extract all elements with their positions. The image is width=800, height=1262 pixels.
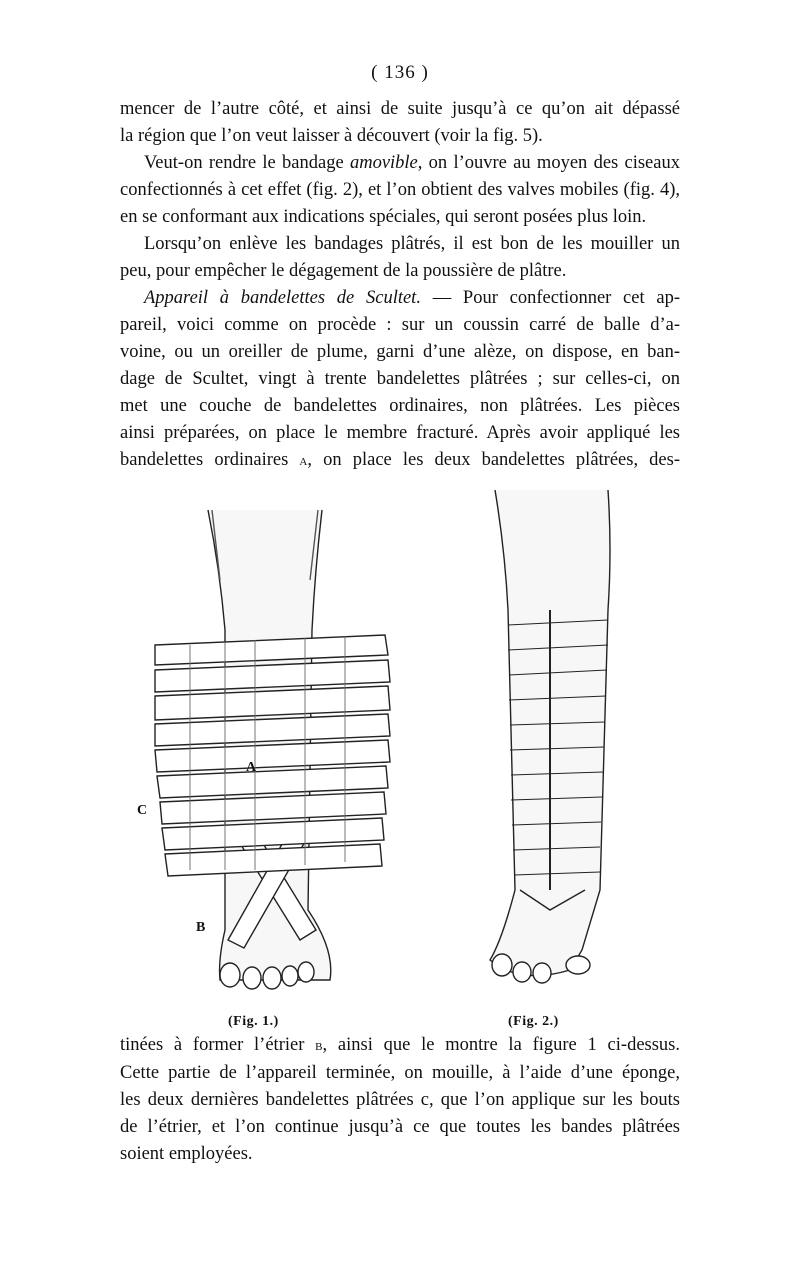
bandage-illustration [130,470,690,1030]
paragraph-5 [120,1032,680,1168]
text-line: confectionnés à cet effet (fig. 2), et l’on obtient des valves mobiles (fig. 4), [120,180,680,200]
italic-term: amovible [349,153,418,173]
fig2-leg-drawing [490,490,610,983]
section-heading: Appareil à bandelettes de Scultet. [144,288,421,308]
figures-illustration [130,470,690,1030]
text-line: ainsi préparées, on place le membre fracturé. Après avoir appliqué les [120,423,680,443]
letter-ref: b [315,1038,323,1054]
text-line: voine, ou un oreiller de plume, garni d’une alèze, on dispose, en ban- [120,342,680,362]
fig1-leg-drawing [155,510,390,989]
text-line: soient employées. [120,1144,253,1164]
paragraph-1 [120,96,680,150]
text-line: peu, pour empêcher le dégagement de la poussière de plâtre. [120,261,567,281]
text-line: de l’étrier, et l’on continue jusqu’à ce que toutes les bandes plâtrées [120,1117,680,1137]
fig2-caption: (Fig. 2.) [508,1014,559,1029]
text-line: tinées à former l’étrier b, ainsi que le montre la figure 1 ci-dessus. [120,1035,680,1055]
paragraph-2 [120,150,680,231]
text-line: Appareil à bandelettes de Scultet. — Pour confectionner cet ap- [144,288,680,308]
text-line: bandelettes ordinaires a, on place les deux bandelettes plâtrées, des- [120,450,681,470]
label-a: A [246,760,257,775]
text-line: Veut-on rendre le bandage amovible, on l’ouvre au moyen des ciseaux [144,153,680,173]
text-line: dage de Scultet, vingt à trente bandelettes plâtrées ; sur celles-ci, on [120,369,680,389]
label-c: C [137,803,148,818]
fig1-caption: (Fig. 1.) [228,1014,279,1029]
text-line: la région que l’on veut laisser à découvert (voir la fig. 5). [120,126,543,146]
paragraph-4 [120,285,680,475]
text-line: pareil, voici comme on procède : sur un coussin carré de balle d’a- [120,315,680,335]
letter-ref: a [299,453,308,469]
text-line: mencer de l’autre côté, et ainsi de suite jusqu’à ce qu’on ait dépassé [120,99,680,119]
text-line: les deux dernières bandelettes plâtrées c, que l’on applique sur les bouts [120,1090,680,1110]
label-b: B [196,920,206,935]
text-line: Lorsqu’on enlève les bandages plâtrés, il est bon de les mouiller un [144,234,680,254]
text-line: Cette partie de l’appareil terminée, on mouille, à l’aide d’une éponge, [120,1063,680,1083]
paragraph-3 [120,231,680,285]
page-number: ( 136 ) [371,62,429,83]
text-line: met une couche de bandelettes ordinaires, non plâtrées. Les pièces [120,396,680,416]
text-line: en se conformant aux indications spéciales, qui seront posées plus loin. [120,207,647,227]
